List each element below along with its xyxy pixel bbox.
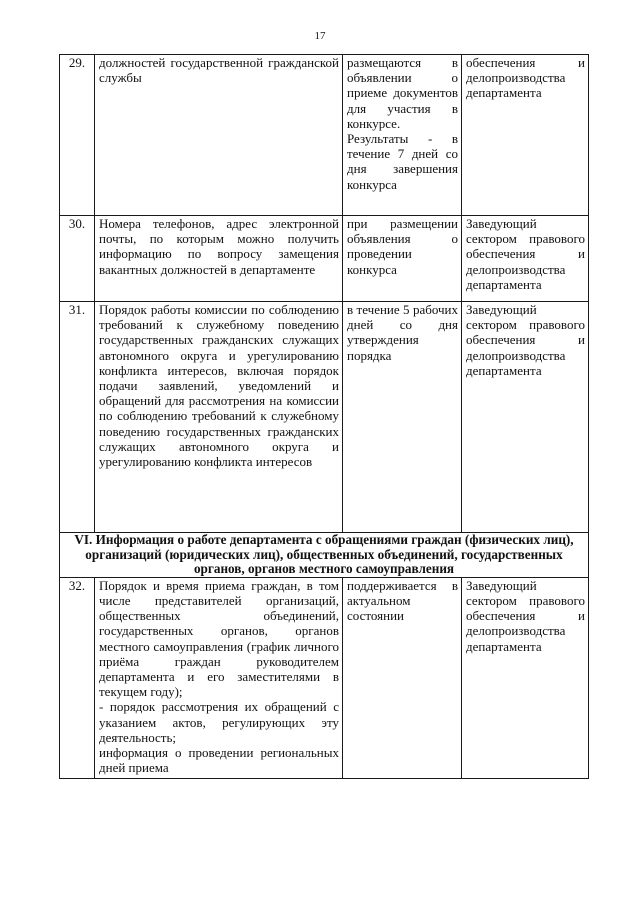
responsible-cell: Заведующий сектором правового обеспечения и делопроизводства департамента <box>462 302 589 533</box>
table-row <box>60 55 589 216</box>
page-number: 17 <box>314 30 326 42</box>
row-number: 31. <box>60 302 95 533</box>
responsible-cell: Заведующий сектором правового обеспечения и делопроизводства департамента <box>462 216 589 302</box>
table-row <box>60 302 589 533</box>
info-paragraph: информация о проведении региональных дней приема <box>99 745 339 776</box>
term-cell: в течение 5 рабочих дней со дня утверждения порядка <box>343 302 462 533</box>
term-cell: размещаются в объявлении о приеме документов для участия в конкурсе. Результаты - в течение 7 дней со дня завершения конкурса <box>343 55 462 216</box>
table-row <box>60 577 589 778</box>
section-title: VI. Информация о работе департамента с обращениями граждан (физических лиц), организаций (юридических лиц), общественных объединений, государственных органов, органов местного самоуправления <box>60 533 589 578</box>
term-cell: при размещении объявления о проведении конкурса <box>343 216 462 302</box>
info-cell: Порядок работы комиссии по соблюдению требований к служебному поведению государственных гражданских служащих автономного округа и урегулированию конфликта интересов, включая порядок подачи заявлений, уведомлений и обращений для рассмотрения на комиссии по соблюдению требований к служебному поведению государственных гражданских служащих автономного округа и урегулированию конфликта интересов <box>95 302 343 533</box>
responsible-cell: обеспечения и делопроизводства департамента <box>462 55 589 216</box>
info-cell: Номера телефонов, адрес электронной почты, по которым можно получить информацию по вопросу замещения вакантных должностей в департаменте <box>95 216 343 302</box>
section-header-row <box>60 533 589 578</box>
row-number: 30. <box>60 216 95 302</box>
table-row <box>60 216 589 302</box>
responsible-cell: Заведующий сектором правового обеспечения и делопроизводства департамента <box>462 577 589 778</box>
info-cell <box>95 577 343 778</box>
row-number: 32. <box>60 577 95 778</box>
info-cell: должностей государственной гражданской службы <box>95 55 343 216</box>
information-table <box>59 54 589 779</box>
row-number: 29. <box>60 55 95 216</box>
term-cell: поддерживается в актуальном состоянии <box>343 577 462 778</box>
info-paragraph: - порядок рассмотрения их обращений с указанием актов, регулирующих эту деятельность; <box>99 699 339 745</box>
info-paragraph: Порядок и время приема граждан, в том числе представителей организаций, общественных объединений, государственных органов, органов местного самоуправления (график личного приёма граждан руководителем департамента и его заместителями в текущем году); <box>99 577 339 700</box>
